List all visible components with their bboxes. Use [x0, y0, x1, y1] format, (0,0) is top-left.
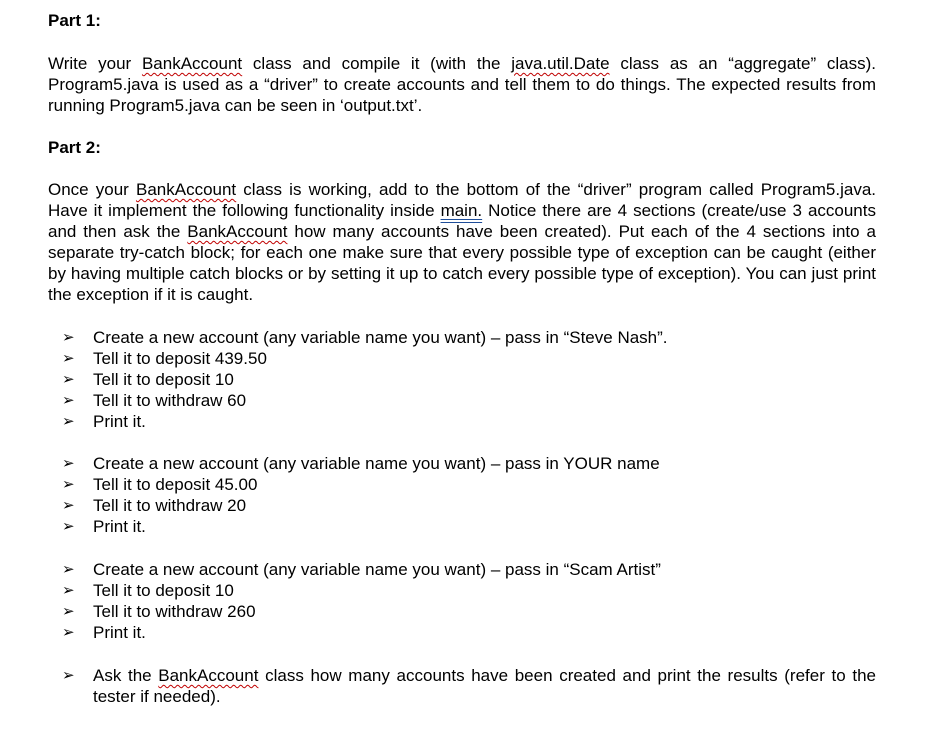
arrow-bullet-icon: ➢	[62, 328, 75, 346]
list-item	[48, 580, 876, 601]
list-item	[48, 348, 876, 369]
part1-paragraph	[48, 53, 876, 116]
list-item	[48, 559, 876, 580]
part1-package-name: java.util.Date	[511, 54, 610, 73]
list-item-text: Create a new account (any variable name you want) – pass in “Steve Nash”.	[93, 328, 668, 347]
section4-class-name: BankAccount	[158, 666, 259, 685]
list-item	[48, 327, 876, 348]
list-item	[48, 601, 876, 622]
list-item	[48, 622, 876, 643]
arrow-bullet-icon: ➢	[62, 412, 75, 430]
list-item-text: Print it.	[93, 623, 146, 642]
list-item-text: Tell it to withdraw 20	[93, 496, 247, 515]
list-item	[48, 516, 876, 537]
part2-class-name: BankAccount	[135, 180, 237, 199]
document-page	[48, 8, 876, 707]
section2-list	[48, 453, 876, 537]
arrow-bullet-icon: ➢	[62, 602, 75, 620]
arrow-bullet-icon: ➢	[62, 370, 75, 388]
part1-text-c: class as an “aggregate” class). Program5.java is used as a “driver” to create accounts and tell them to do things. The expected results from running Program5.java can be seen in ‘output.txt’.	[48, 54, 877, 115]
list-item-text: Tell it to withdraw 60	[93, 391, 247, 410]
arrow-bullet-icon: ➢	[62, 391, 75, 409]
section4-text-a: Ask the	[93, 666, 159, 685]
list-item-text: Create a new account (any variable name you want) – pass in “Scam Artist”	[93, 560, 661, 579]
list-item-text: Tell it to deposit 10	[93, 581, 234, 600]
part2-text-a: Once your	[48, 180, 136, 199]
part1-heading: Part 1:	[48, 11, 101, 30]
arrow-bullet-icon: ➢	[62, 560, 75, 578]
part2-heading: Part 2:	[48, 138, 101, 157]
section4-text-b: class how many accounts have been created and print the results (refer to the tester if needed).	[93, 666, 876, 706]
list-item	[48, 453, 876, 474]
arrow-bullet-icon: ➢	[62, 475, 75, 493]
arrow-bullet-icon: ➢	[62, 623, 75, 641]
list-item	[48, 495, 876, 516]
arrow-bullet-icon: ➢	[62, 454, 75, 472]
list-item	[48, 390, 876, 411]
list-item-text: Print it.	[93, 412, 146, 431]
part1-text-b: class and compile it (with the	[242, 54, 512, 73]
section1-list	[48, 327, 876, 432]
part2-text-c: Notice there are 4 sections (create/use 3 accounts and then ask the	[48, 201, 876, 241]
list-item	[48, 411, 876, 432]
list-item-text: Tell it to withdraw 260	[93, 602, 256, 621]
part2-text-b: class is working, add to the bottom of the “driver” program called Program5.java. Have it implement the following functionality inside	[48, 180, 876, 220]
section4-list	[48, 665, 876, 707]
list-item	[48, 474, 876, 495]
arrow-bullet-icon: ➢	[62, 666, 75, 684]
part1-class-name: BankAccount	[141, 54, 243, 73]
list-item-text: Print it.	[93, 517, 146, 536]
section3-list	[48, 559, 876, 643]
list-item	[48, 665, 876, 707]
part2-class-name-2: BankAccount	[187, 222, 288, 241]
list-item-text: Tell it to deposit 439.50	[93, 349, 267, 368]
part1-text-a: Write your	[48, 54, 142, 73]
arrow-bullet-icon: ➢	[62, 496, 75, 514]
list-item-text: Tell it to deposit 45.00	[93, 475, 258, 494]
list-item	[48, 369, 876, 390]
list-item-text: Tell it to deposit 10	[93, 370, 234, 389]
part2-text-d: how many accounts have been created). Put each of the 4 sections into a separate try-catch block; for each one make sure that every possible type of exception can be caught (either by having multiple catch blocks or by setting it up to catch every possible type of exception). You can just print the exception if it is caught.	[48, 222, 876, 304]
part2-paragraph	[48, 179, 876, 305]
arrow-bullet-icon: ➢	[62, 349, 75, 367]
part2-main-word: main.	[440, 201, 483, 220]
arrow-bullet-icon: ➢	[62, 581, 75, 599]
list-item-text: Create a new account (any variable name you want) – pass in YOUR name	[93, 454, 660, 473]
arrow-bullet-icon: ➢	[62, 517, 75, 535]
